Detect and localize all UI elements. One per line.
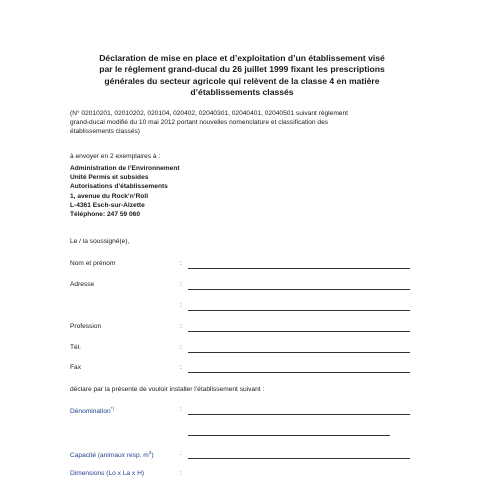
name-row — [70, 260, 410, 270]
address-line: L-4361 Esch-sur-Alzette — [70, 201, 145, 209]
recipient-address — [70, 164, 180, 219]
dimensions-row — [70, 470, 410, 480]
fax-row — [70, 364, 410, 374]
capacity-label: Capacité (animaux resp. $m^3$) — [70, 450, 154, 460]
profession-label: Profession — [70, 323, 102, 330]
colon: : — [180, 281, 182, 288]
address-label: Adresse — [70, 281, 95, 288]
name-field[interactable] — [188, 268, 410, 269]
title-line: par le règlement grand-ducal du 26 juillet 1999 fixant les prescriptions — [99, 64, 385, 75]
colon: : — [180, 406, 182, 413]
document-title — [62, 53, 422, 99]
address-line: Téléphone: 247 59 060 — [70, 211, 141, 219]
nomenclature-reference: (N° 02010201, 02010202, 020104, 020402, 02040301, 02040401, 02040501 suivant règlement grand-ducal modifié du 10 mai 2012 portant nouvelles nomenclature et classification des établissements classés) — [70, 110, 348, 135]
fax-field[interactable] — [188, 372, 410, 373]
address-field[interactable] — [188, 289, 410, 290]
send-instruction: à envoyer en 2 exemplaires à : — [70, 153, 161, 160]
colon: : — [180, 302, 182, 309]
address-field-2[interactable] — [188, 310, 410, 311]
declaration-text: déclare par la présente de vouloir installer l’établissement suivant : — [70, 386, 265, 393]
address-line: Unité Permis et subsides — [70, 174, 149, 182]
address-line: 1, avenue du Rock’n’Roll — [70, 192, 149, 200]
tel-field[interactable] — [188, 352, 410, 353]
denomination-label: Dénomination*) — [70, 406, 114, 416]
name-label: Nom et prénom — [70, 260, 116, 267]
denomination-field-2[interactable] — [188, 435, 390, 436]
address-line: Autorisations d’établissements — [70, 183, 168, 191]
denomination-row — [70, 406, 410, 416]
title-line: d’établissements classés — [190, 87, 294, 98]
profession-row — [70, 323, 410, 333]
tel-label: Tél. — [70, 344, 81, 351]
colon: : — [180, 260, 182, 267]
colon: : — [180, 364, 182, 371]
dimensions-label: Dimensions (Lo x La x H) — [70, 470, 145, 477]
undersigned-label: Le / la soussigné(e), — [70, 238, 130, 245]
profession-field[interactable] — [188, 331, 410, 332]
title-line: Déclaration de mise en place et d’exploitation d’un établissement visé — [99, 53, 385, 63]
capacity-field[interactable] — [188, 458, 410, 459]
title-line: générales du secteur agricole qui relèvent de la classe 4 en matière — [104, 75, 380, 86]
tel-row — [70, 344, 410, 354]
address-line: Administration de l’Environnement — [70, 165, 180, 172]
fax-label: Fax — [70, 364, 81, 371]
address-row — [70, 281, 410, 291]
colon: : — [180, 470, 182, 477]
colon: : — [180, 323, 182, 330]
colon: : — [180, 450, 182, 457]
address-row-2 — [70, 302, 410, 312]
capacity-row — [70, 450, 410, 460]
colon: : — [180, 344, 182, 351]
denomination-field[interactable] — [188, 414, 410, 415]
footnote-marker: *) — [110, 406, 114, 411]
